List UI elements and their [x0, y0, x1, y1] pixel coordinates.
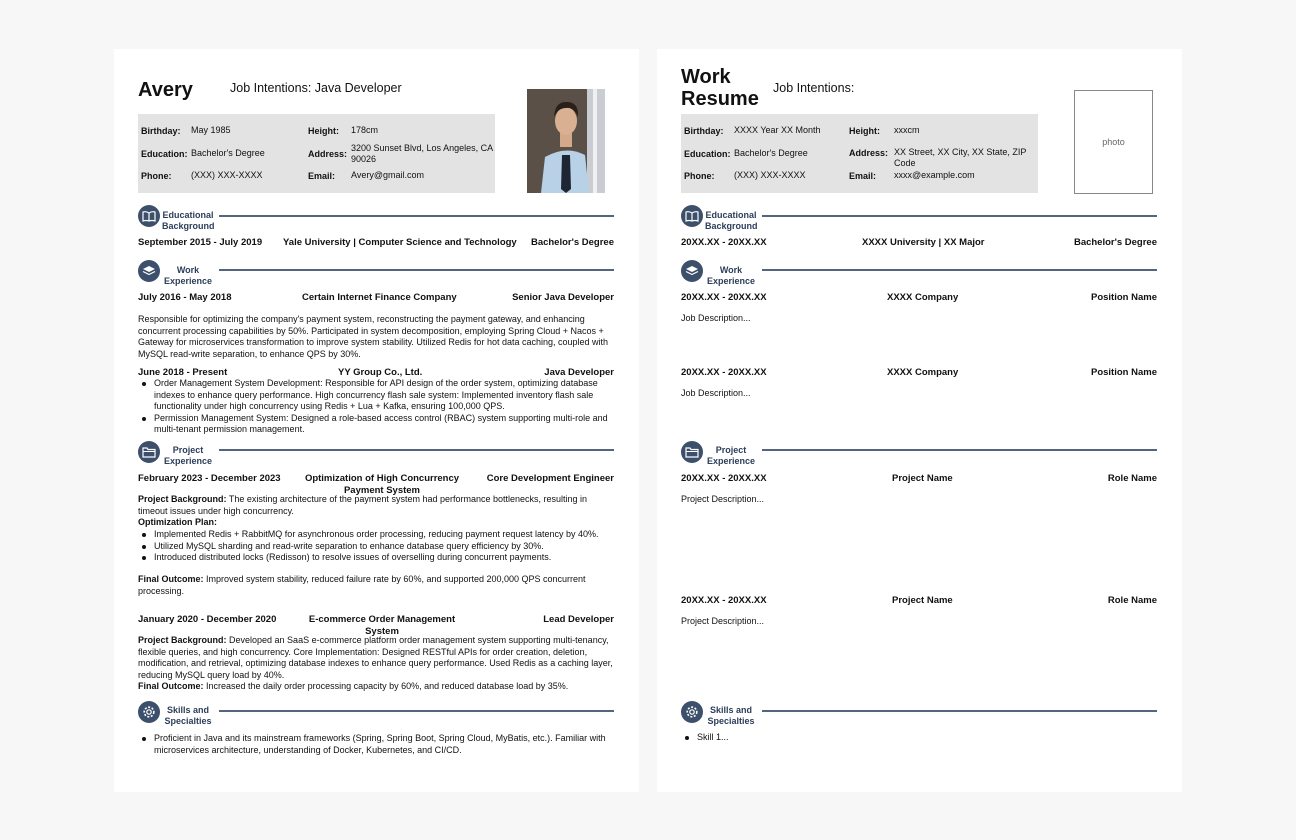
list-item: Order Management System Development: Responsible for API design of the order system, optimizing database indexes to enhance query performance. High concurrency flash sale system: Implemented inventory flash sale functionality under high concurrency using Redis + Lua + Kafka, ensuring 100,000 QPS.: [138, 378, 614, 413]
project-background-text: The existing architecture of the payment system had performance bottlenecks, resulting in timeout issues under high concurrency.: [138, 494, 588, 516]
profile-photo: [527, 89, 605, 193]
phone-label: Phone:: [684, 171, 715, 181]
address-value: XX Street, XX City, XX State, ZIP Code: [894, 147, 1027, 168]
project-outcome-label: Final Outcome:: [138, 574, 204, 584]
section-title-education: Educational Background: [705, 210, 758, 231]
project-date: 20XX.XX - 20XX.XX: [681, 473, 767, 484]
section-divider: [219, 215, 614, 217]
address-label: Address:: [849, 148, 889, 158]
project-outcome: [138, 681, 614, 693]
education-date: 20XX.XX - 20XX.XX: [681, 237, 767, 248]
section-title-work: Work Experience: [706, 265, 756, 286]
education-school: Yale University | Computer Science and Technology: [283, 237, 517, 248]
list-item: Skill 1...: [681, 732, 1157, 744]
education-label: Education:: [141, 149, 188, 159]
project-date: February 2023 - December 2023: [138, 473, 281, 484]
birthday-label: Birthday:: [684, 126, 724, 136]
project-outcome: [138, 574, 614, 597]
education-degree: Bachelor's Degree: [1073, 237, 1157, 248]
folder-icon: [138, 441, 160, 463]
work-date: June 2018 - Present: [138, 367, 228, 378]
project-outcome-label: Final Outcome:: [138, 681, 204, 691]
section-title-skills: Skills and Specialties: [707, 705, 755, 726]
email-value: xxxx@example.com: [894, 170, 975, 180]
book-icon: [138, 205, 160, 227]
address-label: Address:: [308, 149, 348, 159]
education-degree: Bachelor's Degree: [530, 237, 614, 248]
work-role: Senior Java Developer: [512, 292, 614, 303]
project-bullets: [138, 529, 614, 564]
work-date: 20XX.XX - 20XX.XX: [681, 292, 767, 303]
photo-placeholder: photo: [1074, 90, 1153, 194]
section-divider: [219, 710, 614, 712]
personal-info-box: [138, 114, 495, 193]
education-value: Bachelor's Degree: [191, 148, 265, 158]
email-value: Avery@gmail.com: [351, 170, 424, 180]
work-role: Position Name: [1091, 292, 1157, 303]
resume-page-template: [657, 49, 1182, 792]
folder-icon: [681, 441, 703, 463]
section-divider: [762, 710, 1157, 712]
education-label: Education:: [684, 149, 731, 159]
work-description: Job Description...: [681, 313, 751, 323]
list-item: Introduced distributed locks (Redisson) to resolve issues of overselling during concurrent payments.: [138, 552, 614, 564]
work-company: XXXX Company: [887, 292, 959, 303]
project-description: Project Description...: [681, 616, 765, 626]
address-value: 3200 Sunset Blvd, Los Angeles, CA 90026: [351, 143, 493, 164]
birthday-value: XXXX Year XX Month: [734, 125, 821, 135]
optimization-plan-label: Optimization Plan:: [138, 517, 218, 527]
education-school: XXXX University | XX Major: [862, 237, 985, 248]
section-divider: [762, 215, 1157, 217]
section-title-skills: Skills and Specialties: [164, 705, 212, 726]
list-item: Implemented Redis + RabbitMQ for asynchronous order processing, reducing payment request latency by 40%.: [138, 529, 614, 541]
list-item: Proficient in Java and its mainstream frameworks (Spring, Spring Boot, Spring Cloud, MyBatis, etc.). Familiar with microservices architecture, understanding of Docker, Kubernetes, and CI/CD.: [138, 733, 614, 756]
resume-page-filled: [114, 49, 639, 792]
project-background-label: Project Background:: [138, 635, 227, 645]
project-date: 20XX.XX - 20XX.XX: [681, 595, 767, 606]
section-divider: [762, 269, 1157, 271]
email-label: Email:: [308, 171, 336, 181]
project-role: Core Development Engineer: [486, 473, 614, 484]
work-date: 20XX.XX - 20XX.XX: [681, 367, 767, 378]
phone-label: Phone:: [141, 171, 172, 181]
project-description: Project Description...: [681, 494, 765, 504]
height-value: xxxcm: [894, 125, 920, 135]
section-divider: [219, 269, 614, 271]
work-description: Job Description...: [681, 388, 751, 398]
education-value: Bachelor's Degree: [734, 148, 808, 158]
phone-value: (XXX) XXX-XXXX: [191, 170, 263, 180]
book-icon: [681, 205, 703, 227]
project-name: Project Name: [892, 473, 953, 484]
height-label: Height:: [849, 126, 880, 136]
work-description: Responsible for optimizing the company's payment system, reconstructing the payment gateway, and enhancing concurrent processing capabilities by 50%. Participated in system decomposition, employing Spring Cloud + Nacos + Gateway for microservices transformation to improve system stability. Utilized Redis for hot data caching, coupled with MySQL read-write separation, to enhance QPS by 30%.: [138, 314, 609, 359]
section-divider: [219, 449, 614, 451]
email-label: Email:: [849, 171, 877, 181]
section-divider: [762, 449, 1157, 451]
work-date: July 2016 - May 2018: [138, 292, 232, 303]
project-background-label: Project Background:: [138, 494, 227, 504]
project-background: [138, 635, 614, 681]
work-company: XXXX Company: [887, 367, 959, 378]
project-background-text: Developed an SaaS e-commerce platform order management system supporting multi-tenancy, flexible queries, and high concurrency. Core Implementation: Designed RESTful APIs for order creation, deletion, modification, and retrieval, optimizing database indexes to enhance query performance. Used Redis as a caching layer, reducing MySQL query load by 40%.: [138, 635, 613, 680]
skills-list: [138, 733, 614, 756]
job-intention: Job Intentions: Java Developer: [230, 81, 402, 95]
section-title-project: Project Experience: [706, 445, 756, 466]
project-date: January 2020 - December 2020: [138, 614, 277, 625]
height-label: Height:: [308, 126, 339, 136]
project-name: Project Name: [892, 595, 953, 606]
work-company: YY Group Co., Ltd.: [338, 367, 423, 378]
gear-icon: [681, 701, 703, 723]
layers-icon: [138, 260, 160, 282]
section-title-project: Project Experience: [163, 445, 213, 466]
birthday-value: May 1985: [191, 125, 231, 135]
skills-list: [681, 732, 1157, 744]
work-role: Java Developer: [544, 367, 614, 378]
phone-value: (XXX) XXX-XXXX: [734, 170, 806, 180]
resume-name: Avery: [138, 79, 193, 101]
layers-icon: [681, 260, 703, 282]
list-item: Utilized MySQL sharding and read-write separation to enhance database query efficiency by 30%.: [138, 541, 614, 553]
project-name: Optimization of High Concurrency Payment System: [304, 473, 460, 496]
gear-icon: [138, 701, 160, 723]
section-title-work: Work Experience: [163, 265, 213, 286]
resume-title: Work Resume: [681, 66, 759, 110]
project-outcome-text: Improved system stability, reduced failure rate by 60%, and supported 200,000 QPS concurrent processing.: [138, 574, 586, 596]
job-intention: Job Intentions:: [773, 81, 855, 95]
personal-info-box: [681, 114, 1038, 193]
project-outcome-text: Increased the daily order processing capacity by 60%, and reduced database load by 35%.: [203, 681, 569, 691]
project-background: [138, 494, 614, 517]
work-role: Position Name: [1091, 367, 1157, 378]
project-role: Role Name: [1107, 595, 1157, 606]
work-bullets: [138, 378, 614, 436]
education-date: September 2015 - July 2019: [138, 237, 263, 248]
project-role: Role Name: [1107, 473, 1157, 484]
height-value: 178cm: [351, 125, 379, 135]
birthday-label: Birthday:: [141, 126, 181, 136]
project-name: E-commerce Order Management System: [308, 614, 456, 637]
list-item: Permission Management System: Designed a role-based access control (RBAC) system supporting multi-role and multi-tenant permission management.: [138, 413, 614, 436]
project-role: Lead Developer: [543, 614, 614, 625]
section-title-education: Educational Background: [162, 210, 215, 231]
work-company: Certain Internet Finance Company: [302, 292, 457, 303]
